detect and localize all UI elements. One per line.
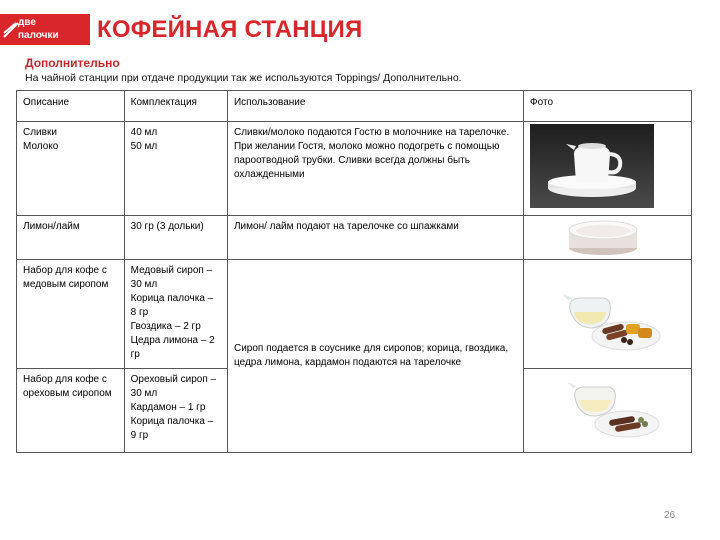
nut-syrup-set-photo: [565, 376, 661, 444]
cell-description: Сливки Молоко: [17, 122, 125, 216]
page-title: КОФЕЙНАЯ СТАНЦИЯ: [97, 16, 363, 43]
cell-usage: Лимон/ лайм подают на тарелочке со шпажками: [227, 216, 523, 260]
milk-jug-photo: [530, 124, 654, 208]
cell-contents: 30 гр (3 дольки): [124, 216, 227, 260]
page-number: 26: [664, 510, 676, 521]
chopsticks-icon: [3, 22, 19, 38]
cell-usage: Сливки/молоко подаются Гостю в молочнике на тарелочке. При желании Гостя, молоко можно подогреть с помощью пароотводной трубки. Сливки всегда должны быть охлажденными: [227, 122, 523, 216]
logo-line-2: палочки: [18, 30, 59, 41]
cell-usage-shared: Сироп подается в соуснике для сиропов; корица, гвоздика, цедра лимона, кардамон подаются на тарелочке: [227, 260, 523, 453]
cell-description: Лимон/лайм: [17, 216, 125, 260]
logo-line-1: две: [18, 17, 36, 28]
honey-syrup-set-photo: [562, 282, 662, 362]
cell-description: Набор для кофе с медовым сиропом: [17, 260, 125, 369]
section-subtitle: Дополнительно: [25, 56, 120, 70]
intro-text: На чайной станции при отдаче продукции так же используются Toppings/ Дополнительно.: [25, 72, 462, 84]
cell-contents: Ореховый сироп – 30 мл Кардамон – 1 гр Корица палочка – 9 гр: [124, 369, 227, 453]
cell-description: Набор для кофе с ореховым сиропом: [17, 369, 125, 453]
column-header-description: Описание: [17, 91, 125, 122]
cell-contents: 40 мл 50 мл: [124, 122, 227, 216]
brand-logo: [0, 14, 90, 45]
column-header-contents: Комплектация: [124, 91, 227, 122]
column-header-photo: Фото: [524, 91, 692, 122]
column-header-usage: Использование: [227, 91, 523, 122]
cell-contents: Медовый сироп – 30 мл Корица палочка – 8 гр Гвоздика – 2 гр Цедра лимона – 2 гр: [124, 260, 227, 369]
lemon-plate-photo: [565, 216, 641, 258]
table-header-row: [17, 91, 692, 122]
